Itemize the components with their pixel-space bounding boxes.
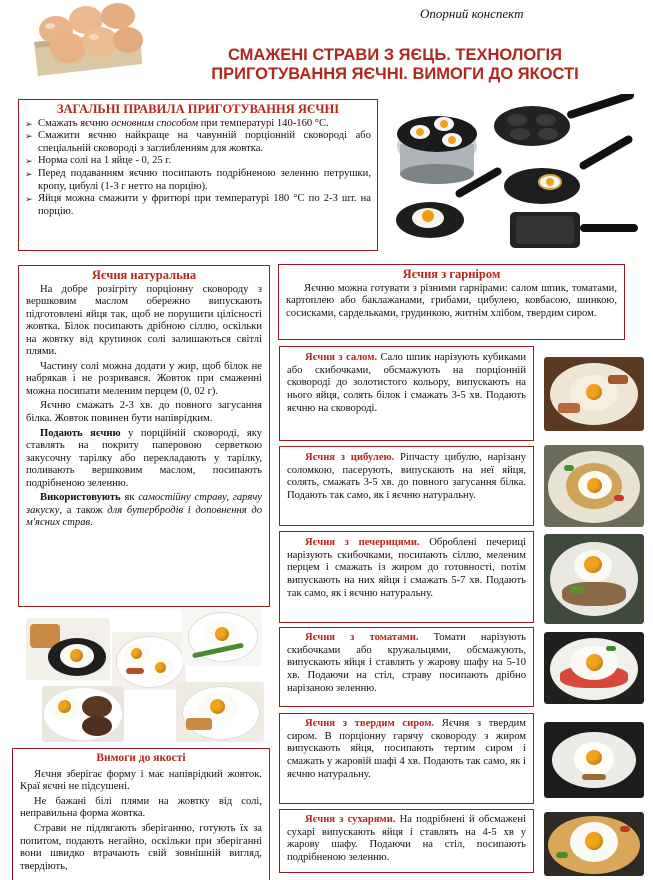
list-item: ➢ Норма солі на 1 яйце - 0, 25 г. xyxy=(25,155,371,168)
variant-title: Яєчня з цибулею. xyxy=(305,452,395,463)
paragraph: Частину солі можна додати у жир, щоб білок не набрякав і не розривався. Жовток при смаженні можна посипати меленим перцем (0, 02 г). xyxy=(26,360,262,397)
document-subtitle: Опорний конспект xyxy=(420,6,524,21)
paragraph: На добре розігріту порціонну сковороду з вершковим маслом обережно випускають підготовлені яйця так, щоб не порушити цілісності жовтка. Білок посипають дрібною сіллю, оскільки на жовтку від крупинок солі залишаються світлі плями. xyxy=(26,283,262,358)
paragraph: Подають яєчню у порційній сковороді, яку ставлять на покриту паперовою серветкою закусочну тарілку або перекладають у тарілку, поливають вершковим маслом, посипають подрібненою зеленню. xyxy=(26,427,262,489)
variant-title: Яєчня з твердим сиром. xyxy=(305,718,435,729)
photo-egg-with-salo xyxy=(544,357,644,431)
list-item: ➢ Яйця можна смажити у фритюрі при температурі 180 °С по 2-3 шт. на порцію. xyxy=(25,193,371,218)
photo-egg-with-breadcrumbs xyxy=(544,812,644,876)
general-rules-title: ЗАГАЛЬНІ ПРАВИЛА ПРИГОТУВАННЯ ЯЄЧНІ xyxy=(56,102,340,116)
egg-carton-image xyxy=(28,2,146,80)
paragraph: Страви не підлягають зберіганню, готують їх за попитом, подають негайно, оскільки при зберіганні вони швидко втрачають свій зовнішній вигляд, твердіють, xyxy=(20,822,262,872)
variant-box-onion: Яєчня з цибулею. Ріпчасту цибулю, нарізану соломкою, пасерують, випускають на неї яйця, солять, смажать 3-5 хв. до повного загусання білка. Подають так само, як і яєчню натуральну. xyxy=(279,446,534,526)
variant-box-breadcrumbs: Яєчня з сухарями. На подрібнені й обсмажені сухарі випускають яйця і ставлять на 4-5 хв у жарову шафу. Подаючи на стіл, посипають подрібненою зеленню. xyxy=(279,809,534,873)
paragraph: Яєчню можна готувати з різними гарнірами: салом шпик, томатами, картоплею або баклажанами, грибами, цибулею, ковбасою, шинкою, сосисками, сардельками, грудинкою, житнім хлібом, твердим сиром. xyxy=(286,282,617,319)
photo-egg-with-cheese xyxy=(544,722,644,798)
photo-egg-with-mushrooms xyxy=(544,534,644,624)
garnish-omelette-title: Яєчня з гарніром xyxy=(402,267,501,281)
list-item: ➢ Смажать яєчню основним способом при температурі 140-160 °С. xyxy=(25,118,371,131)
list-item: ➢ Смажити яєчню найкраще на чавунній порціонній сковороді або спеціальній сковороді з заглибленням для жовтка. xyxy=(25,130,371,155)
page-title xyxy=(150,46,640,84)
paragraph: Не бажані білі плями на жовтку від солі, неправильна форма жовтка. xyxy=(20,795,262,820)
frying-pans-image xyxy=(392,94,648,262)
general-rules-box xyxy=(18,99,378,251)
variant-title: Яєчня з сухарями. xyxy=(305,814,396,825)
paragraph: Яєчня зберігає форму і має напіврідкий жовток. Краї яєчні не підсушені. xyxy=(20,768,262,793)
general-rules-list xyxy=(25,118,371,219)
variant-box-cheese: Яєчня з твердим сиром. Яєчня з твердим сиром. В порціонну гарячу сковороду з жиром випускають яйця, посипають тертим сиром і смажать у жаровій шафі 4 хв. Подають так само, як і яєчню натуральну. xyxy=(279,713,534,804)
quality-requirements-box xyxy=(12,748,270,880)
garnish-omelette-box xyxy=(278,264,625,340)
photo-egg-with-tomatoes xyxy=(544,632,644,704)
quality-requirements-title: Вимоги до якості xyxy=(96,752,186,764)
variant-title: Яєчня з салом. xyxy=(305,352,378,363)
variant-title: Яєчня з печерицями. xyxy=(305,537,420,548)
paragraph: Використовують як самостійну страву, гарячу закуску, а також для бутербродів і доповнення до м'ясних страв. xyxy=(26,492,263,529)
variant-box-mushroom: Яєчня з печерицями. Оброблені печериці нарізують скибочками, посипають сіллю, меленим перцем і смажать із жиром до готовності, потім випускають на них яйця і смажать 5-7 хв. Подають так само, як і яєчню натуральну. xyxy=(279,531,534,623)
page-title-line2: ПРИГОТУВАННЯ ЯЄЧНІ. ВИМОГИ ДО ЯКОСТІ xyxy=(211,65,579,83)
photo-egg-with-onion xyxy=(544,445,644,527)
fried-eggs-collage xyxy=(20,608,266,742)
natural-omelette-title: Яєчня натуральна xyxy=(91,268,197,282)
list-item: ➢ Перед подаванням яєчню посипають подрібненою зеленню петрушки, кропу, цибулі (1-3 г нетто на порцію). xyxy=(25,168,371,193)
page-title-line1: СМАЖЕНІ СТРАВИ З ЯЄЦЬ. ТЕХНОЛОГІЯ xyxy=(227,46,562,64)
paragraph: Яєчню смажать 2-3 хв. до повного загусання білка. Жовток повинен бути напіврідким. xyxy=(26,400,262,425)
natural-omelette-box xyxy=(18,265,270,607)
variant-box-tomato: Яєчня з томатами. Томати нарізують скибочками або кружальцями, обсмажують, випускають яйця і ставлять у жарову шафу на 5-10 хв. Подаючи на стіл, страву посипають дрібно нарізаною зеленню. xyxy=(279,627,534,707)
variant-title: Яєчня з томатами. xyxy=(305,632,419,643)
variant-box-salo: Яєчня з салом. Сало шпик нарізують кубиками або скибочками, обсмажують на порціонній сковороді до золотистого кольору, випускають на нього яйця, солять білок і смажать 3-5 хв. Подають яєчню на сковороді. xyxy=(279,346,534,441)
